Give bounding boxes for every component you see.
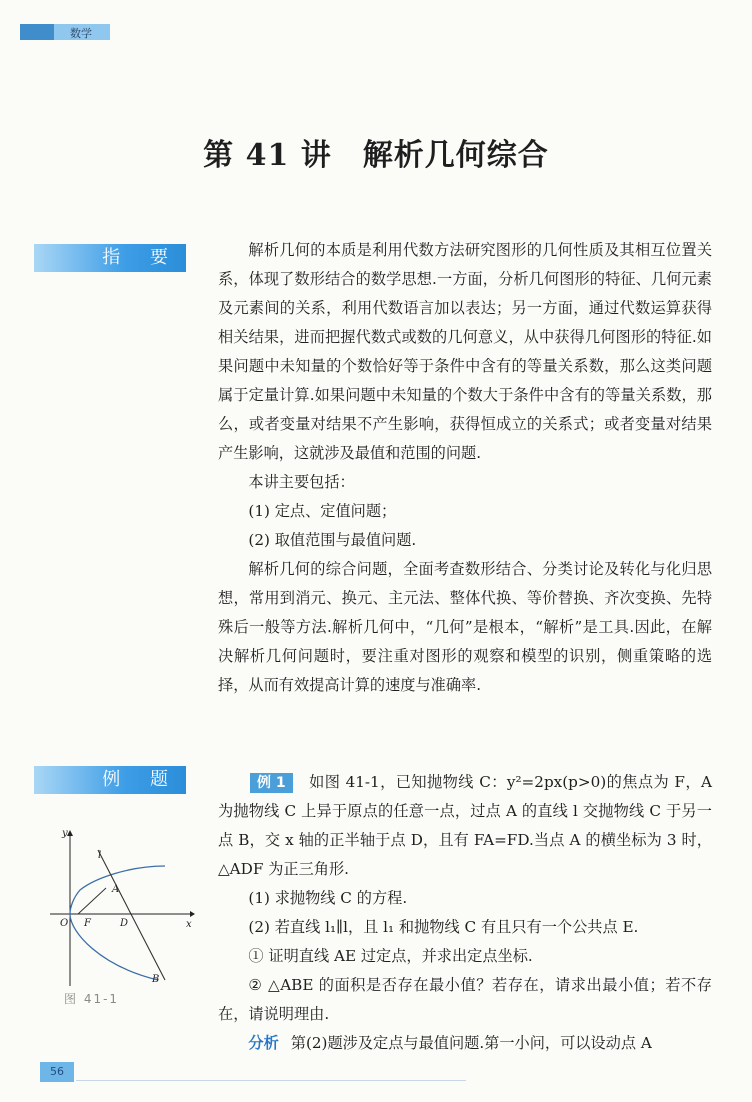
question-2: (2) 若直线 l₁∥l，且 l₁ 和抛物线 C 有且只有一个公共点 E. [248,918,639,936]
analysis-paragraph [218,1029,712,1058]
intro-paragraph-2: 本讲主要包括： [248,473,355,491]
example-stem: 如图 41-1，已知抛物线 C：y²=2px(p>0)的焦点为 F，A 为抛物线 C 上异于原点的任意一点，过点 A 的直线 l 交抛物线 C 于另一点 B，交 x 轴的正半轴于点 D，且有 FA=FD.当点 A 的横坐标为 3 时，△ADF 为正三角形. [218,773,712,878]
question-2b: ② △ABE 的面积是否存在最小值？若存在，请求出最小值；若不存在，请说明理由. [218,976,712,1023]
header-subject-label: 数学 [70,27,92,40]
intro-item-2: (2) 取值范围与最值问题. [248,531,417,549]
label-y: y [62,828,68,839]
example-badge: 例 1 [250,773,293,793]
example-block [218,768,712,1058]
example-stem-paragraph [218,768,712,884]
label-b: B [152,974,160,985]
label-d: D [120,918,129,929]
analysis-text: 第(2)题涉及定点与最值问题.第一小问，可以设动点 A [290,1034,652,1052]
y-axis-arrow [67,830,73,836]
intro-block [218,236,712,700]
page-number: 56 [40,1062,74,1082]
figure-caption: 图 41-1 [64,992,120,1006]
label-o: O [60,918,69,929]
intro-paragraph-3: 解析几何的综合问题，全面考查数形结合、分类讨论及转化与化归思想，常用到消元、换元、主元法、整体代换、等价替换、齐次变换、先特殊后一般等方法.解析几何中，“几何”是根本，“解析”是工具.因此，在解决解析几何问题时，要注重对图形的观察和模型的识别，侧重策略的选择，从而有效提高计算的速度与准确率. [218,560,712,694]
parabola-figure [40,828,195,988]
label-x: x [186,919,192,930]
page-title: 第 41 讲 解析几何综合 [203,138,549,173]
label-f: F [84,918,91,929]
question-1: (1) 求抛物线 C 的方程. [248,889,408,907]
example-section-label: 例 题 [34,766,186,794]
x-axis-arrow [190,911,195,917]
intro-item-1: (1) 定点、定值问题； [248,502,397,520]
label-l: l [98,850,102,861]
intro-paragraph-1: 解析几何的本质是利用代数方法研究图形的几何性质及其相互位置关系，体现了数形结合的数学思想.一方面，分析几何图形的特征、几何元素及元素间的关系，利用代数语言加以表达；另一方面，通过代数运算获得相关结果，进而把握代数式或数的几何意义，从中获得几何图形的特征.如果问题中未知量的个数恰好等于条件中含有的等量关系数，那么这类问题属于定量计算.如果问题中未知量的个数大于条件中含有的等量关系数，那么，或者变量对结果不产生影响，获得恒成立的关系式；或者变量对结果产生影响，这就涉及最值和范围的问题. [218,241,712,462]
analysis-label: 分析 [248,1034,279,1052]
question-2a: ① 证明直线 AE 过定点，并求出定点坐标. [248,947,533,965]
segment-fa [78,888,106,914]
label-a: A [112,884,120,895]
header-subject-tab [20,24,110,40]
guide-section-label: 指 要 [34,244,186,272]
footer-rule [76,1080,466,1081]
